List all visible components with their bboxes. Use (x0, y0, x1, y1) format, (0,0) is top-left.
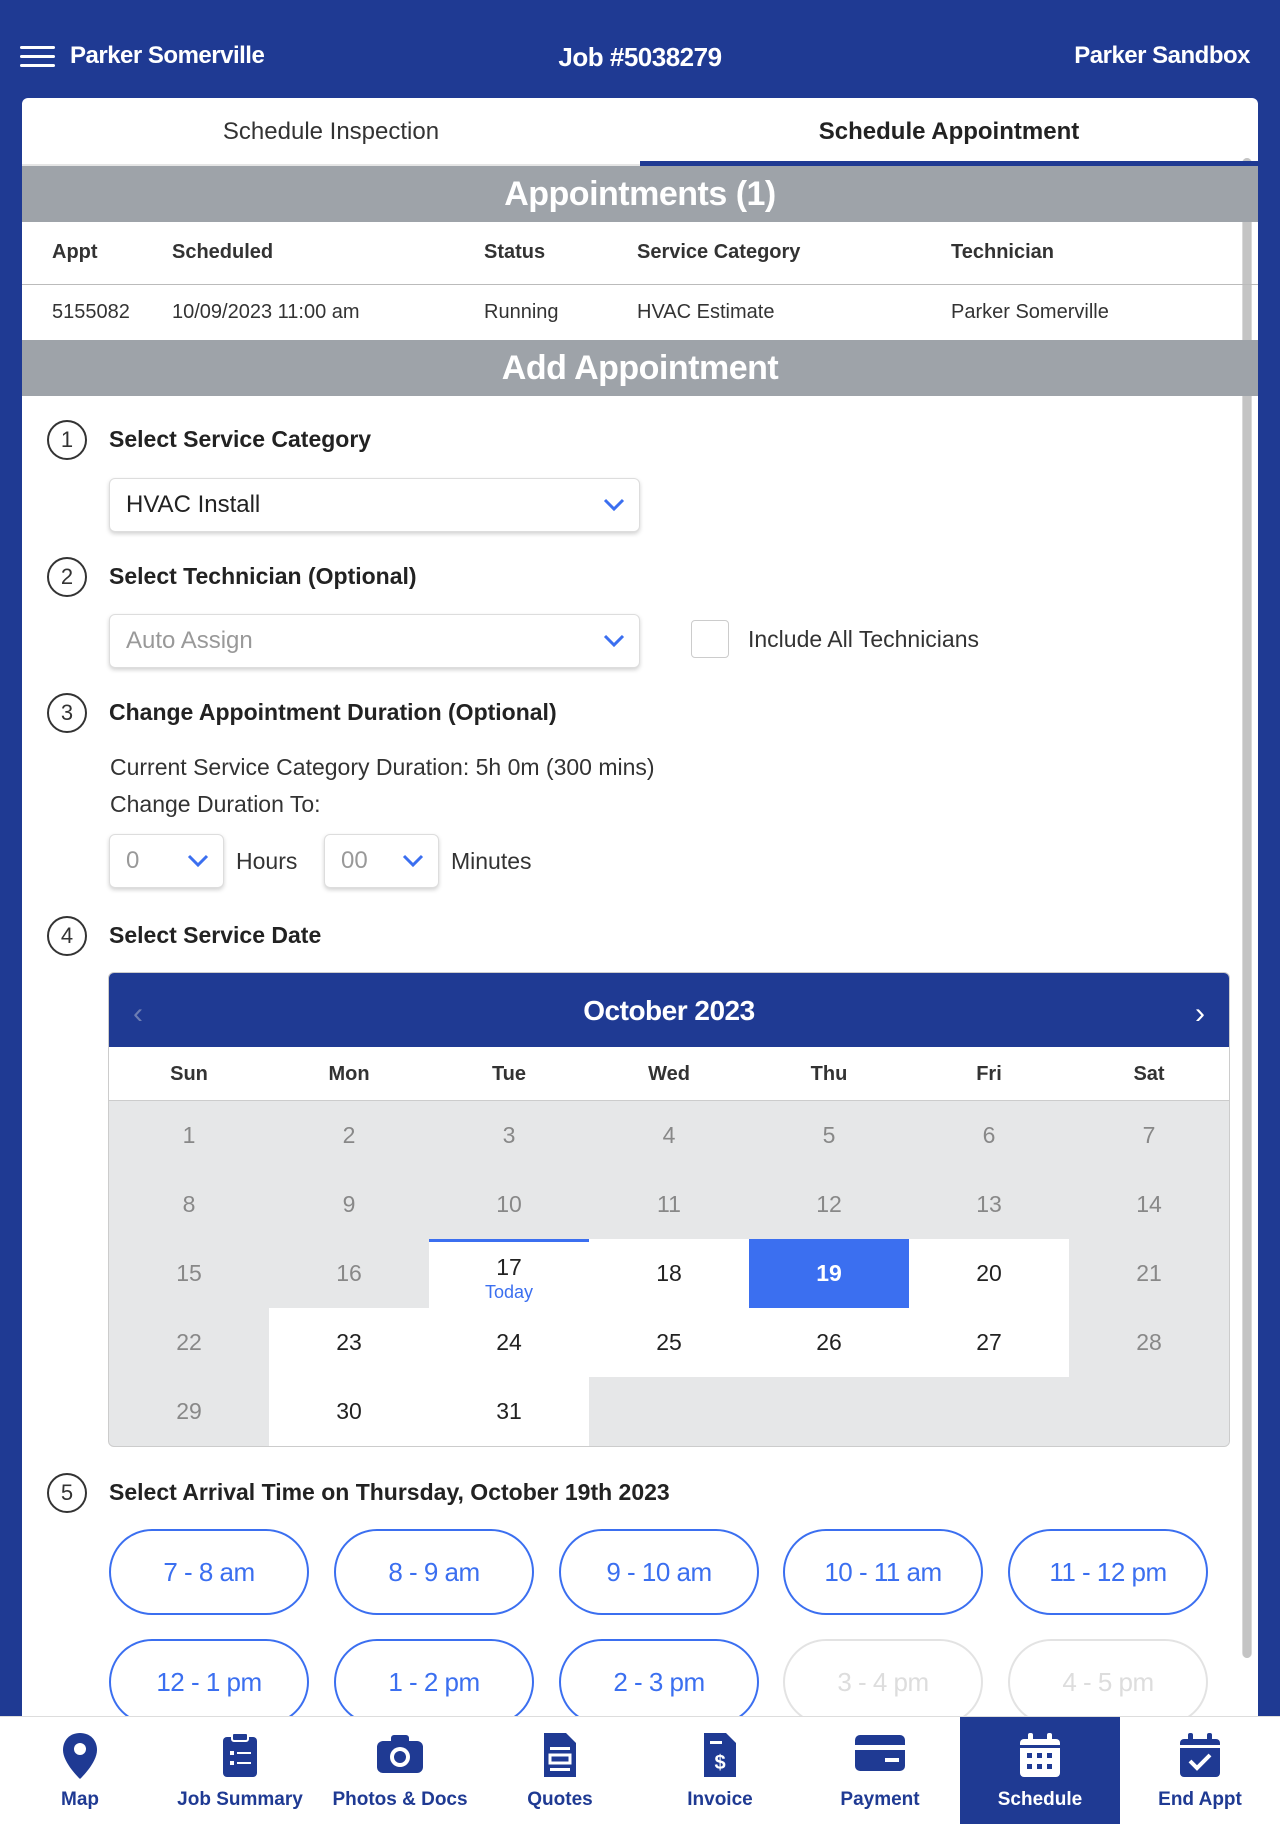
time-slot-button[interactable]: 9 - 10 am (559, 1529, 759, 1615)
table-row[interactable] (22, 284, 1258, 340)
col-status: Status (454, 222, 607, 284)
nav-payment[interactable] (800, 1717, 960, 1824)
appt-scheduled: 10/09/2023 11:00 am (172, 300, 360, 323)
calendar-day: 1 (182, 1122, 196, 1148)
nav-label: Invoice (687, 1789, 753, 1810)
service-category-select[interactable] (109, 478, 640, 532)
tab-bar (22, 98, 1258, 166)
calendar-day-selected[interactable]: 19 (749, 1239, 909, 1308)
nav-label: Job Summary (177, 1789, 303, 1810)
step-number: 1 (47, 420, 87, 460)
calendar-month-title: October 2023 (583, 995, 755, 1026)
step-label: Change Appointment Duration (Optional) (109, 699, 557, 725)
svg-text:$: $ (714, 1752, 726, 1774)
today-label: Today (484, 1282, 534, 1302)
technician-placeholder: Auto Assign (126, 627, 253, 654)
service-category-value: HVAC Install (126, 491, 261, 518)
calendar-day: 13 (976, 1191, 1002, 1217)
account-name: Parker Sandbox (1074, 42, 1250, 69)
col-service-category: Service Category (607, 222, 921, 284)
calendar-day-empty (749, 1377, 909, 1446)
time-slot-button[interactable]: 12 - 1 pm (109, 1639, 309, 1718)
calendar-day: 9 (342, 1191, 356, 1217)
weekday-label: Wed (648, 1063, 690, 1085)
invoice-dollar-icon (700, 1731, 740, 1779)
chevron-right-icon[interactable]: › (1195, 997, 1205, 1030)
hours-select[interactable] (109, 834, 224, 888)
weekday-header (109, 1047, 1229, 1101)
calendar-day[interactable]: 31 (429, 1377, 589, 1446)
step-number: 5 (47, 1473, 87, 1513)
calendar-day: 21 (1136, 1260, 1162, 1286)
nav-label: Quotes (527, 1789, 593, 1810)
calendar-day: 7 (1142, 1122, 1156, 1148)
step-number: 3 (47, 693, 87, 733)
nav-photos-docs[interactable] (320, 1717, 480, 1824)
change-duration-label: Change Duration To: (110, 791, 321, 817)
calendar-day[interactable]: 25 (589, 1308, 749, 1377)
nav-end-appt[interactable] (1120, 1717, 1280, 1824)
time-slot-button[interactable]: 10 - 11 am (783, 1529, 983, 1615)
time-slot-button-disabled: 4 - 5 pm (1008, 1639, 1208, 1718)
chevron-down-icon (402, 854, 424, 868)
calendar-day[interactable]: 23 (269, 1308, 429, 1377)
col-technician: Technician (921, 222, 1258, 284)
step-label: Select Technician (Optional) (109, 563, 417, 589)
step-number: 2 (47, 557, 87, 597)
chevron-down-icon (603, 498, 625, 512)
calendar-grid (109, 1101, 1229, 1446)
chevron-down-icon (603, 634, 625, 648)
appt-technician: Parker Somerville (951, 300, 1109, 323)
calendar-day-empty (1069, 1377, 1229, 1446)
time-slot-button[interactable]: 11 - 12 pm (1008, 1529, 1208, 1615)
weekday-label: Sat (1133, 1063, 1165, 1085)
main-panel (22, 98, 1258, 1718)
hours-label: Hours (236, 848, 298, 874)
nav-label: Map (61, 1789, 99, 1810)
hours-value: 0 (126, 847, 140, 874)
step-number: 4 (47, 916, 87, 956)
chevron-left-icon[interactable]: ‹ (133, 997, 143, 1030)
calendar-day-empty (589, 1377, 749, 1446)
weekday-label: Mon (328, 1063, 370, 1085)
nav-label: End Appt (1158, 1789, 1242, 1810)
appointments-heading: Appointments (1) (22, 166, 1258, 222)
nav-invoice[interactable] (640, 1717, 800, 1824)
nav-label: Photos & Docs (332, 1789, 468, 1810)
calendar-day: 15 (176, 1260, 202, 1286)
step-label: Select Service Date (109, 922, 322, 948)
technician-select[interactable] (109, 614, 640, 668)
user-name: Parker Somerville (70, 42, 265, 69)
nav-label: Payment (840, 1789, 920, 1810)
calendar-day[interactable]: 20 (909, 1239, 1069, 1308)
minutes-label: Minutes (451, 848, 532, 874)
weekday-label: Fri (976, 1063, 1002, 1085)
chevron-down-icon (187, 854, 209, 868)
calendar-day-today[interactable] (429, 1239, 589, 1308)
calendar-day[interactable]: 30 (269, 1377, 429, 1446)
include-all-technicians-checkbox[interactable] (691, 620, 729, 658)
quote-document-icon (540, 1731, 580, 1779)
calendar-day: 8 (182, 1191, 196, 1217)
calendar-day: 12 (816, 1191, 842, 1217)
nav-schedule[interactable] (960, 1717, 1120, 1824)
day-number: 17 (496, 1254, 522, 1280)
calendar-day: 6 (982, 1122, 996, 1148)
step-label: Select Service Category (109, 426, 372, 452)
nav-map[interactable] (0, 1717, 160, 1824)
calendar-header (109, 973, 1229, 1047)
bottom-nav (0, 1716, 1280, 1824)
minutes-value: 00 (341, 847, 368, 874)
time-slot-button[interactable]: 2 - 3 pm (559, 1639, 759, 1718)
calendar-day: 14 (1136, 1191, 1162, 1217)
calendar-day: 28 (1136, 1329, 1162, 1355)
calendar-day: 2 (342, 1122, 356, 1148)
col-scheduled: Scheduled (142, 222, 454, 284)
col-appt: Appt (22, 222, 142, 284)
calendar-day: 16 (336, 1260, 362, 1286)
job-title: Job #5038279 (558, 42, 722, 72)
include-all-technicians-label: Include All Technicians (748, 626, 979, 652)
time-slot-button[interactable]: 8 - 9 am (334, 1529, 534, 1615)
clipboard-list-icon (220, 1731, 260, 1779)
time-slot-button-disabled: 3 - 4 pm (783, 1639, 983, 1718)
credit-card-icon (853, 1731, 907, 1775)
calendar-day[interactable]: 27 (909, 1308, 1069, 1377)
weekday-label: Thu (810, 1063, 848, 1085)
calendar-day[interactable]: 18 (589, 1239, 749, 1308)
add-appointment-heading: Add Appointment (22, 340, 1258, 396)
nav-quotes[interactable] (480, 1717, 640, 1824)
top-bar (0, 0, 1280, 90)
time-slot-button[interactable]: 1 - 2 pm (334, 1639, 534, 1718)
calendar-icon (1018, 1731, 1062, 1779)
appt-id: 5155082 (52, 300, 130, 323)
appt-status: Running (484, 300, 559, 323)
calendar-day[interactable]: 24 (429, 1308, 589, 1377)
calendar-day: 4 (662, 1122, 676, 1148)
weekday-label: Sun (170, 1063, 208, 1085)
calendar-day[interactable]: 26 (749, 1308, 909, 1377)
nav-label: Schedule (997, 1789, 1083, 1810)
appt-service-category: HVAC Estimate (637, 300, 775, 323)
calendar-check-icon (1178, 1731, 1222, 1779)
calendar-day: 29 (176, 1398, 202, 1424)
calendar-day: 3 (502, 1122, 516, 1148)
minutes-select[interactable] (324, 834, 439, 888)
nav-job-summary[interactable] (160, 1717, 320, 1824)
appointments-table (22, 222, 1258, 340)
tab-schedule-inspection[interactable]: Schedule Inspection (22, 98, 640, 166)
calendar-day: 10 (496, 1191, 522, 1217)
calendar-day-empty (909, 1377, 1069, 1446)
tab-schedule-appointment[interactable]: Schedule Appointment (640, 98, 1258, 166)
calendar-day: 5 (822, 1122, 836, 1148)
current-duration-text: Current Service Category Duration: 5h 0m (300 mins) (110, 754, 655, 780)
weekday-label: Tue (491, 1063, 527, 1085)
camera-icon (375, 1731, 425, 1775)
date-calendar (108, 972, 1230, 1447)
calendar-day: 11 (657, 1191, 681, 1217)
map-pin-icon (60, 1731, 100, 1781)
time-slot-button[interactable]: 7 - 8 am (109, 1529, 309, 1615)
step-label: Select Arrival Time on Thursday, October 19th 2023 (109, 1479, 670, 1505)
calendar-day: 22 (176, 1329, 202, 1355)
